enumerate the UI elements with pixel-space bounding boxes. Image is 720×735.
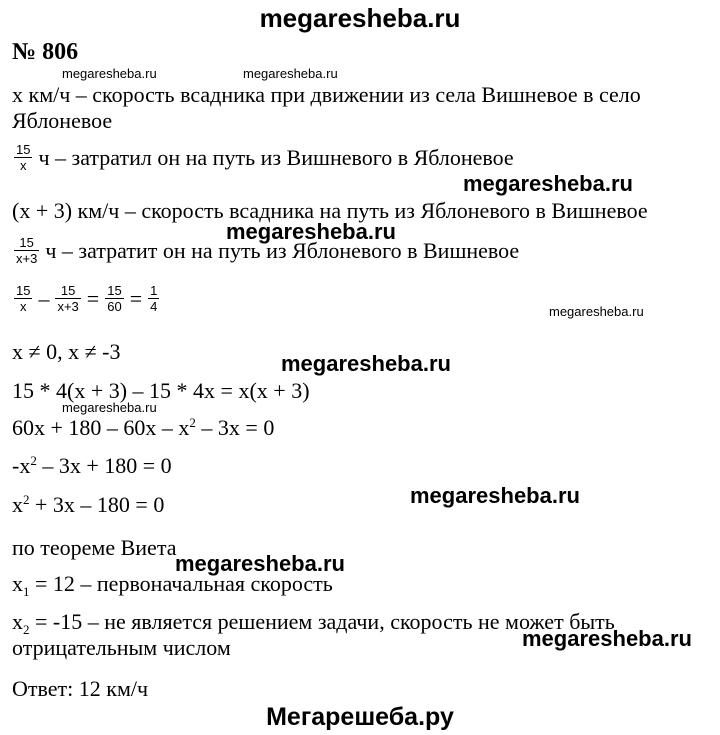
- text-line: 15 * 4(x + 3) – 15 * 4x = x(x + 3): [12, 378, 310, 403]
- equation: [12, 284, 161, 314]
- watermark-big: megaresheba.ru: [463, 171, 633, 196]
- text-line: x ≠ 0, x ≠ -3: [12, 339, 121, 364]
- text-line: (x + 3) км/ч – скорость всадника на путь из Яблоневого в Вишневое: [12, 198, 648, 223]
- time-line-2: [12, 236, 519, 266]
- watermark-big: megaresheba.ru: [175, 551, 345, 576]
- equals-sign: =: [129, 286, 143, 311]
- text-line: отрицательным числом: [12, 635, 231, 660]
- problem-number: № 806: [12, 39, 79, 65]
- text-line: x км/ч – скорость всадника при движении из села Вишневое в село: [12, 82, 641, 107]
- fraction: $\frac{15}{60}$: [107, 283, 122, 314]
- text-line: ч – затратил он на путь из Вишневого в Яблоневое: [38, 145, 514, 170]
- text-line: $x_2 = -15$ – не является решением задачи, скорость не может быть: [12, 609, 615, 637]
- fraction: $\frac{15}{x}$: [16, 283, 31, 314]
- fraction: $\frac{15}{x}$: [16, 142, 31, 173]
- watermark-big: megaresheba.ru: [281, 351, 451, 376]
- text-line: ч – затратит он на путь из Яблоневого в Вишневое: [45, 238, 520, 263]
- equals-sign: =: [86, 286, 100, 311]
- watermark-footer: Мегарешеба.ру: [266, 703, 454, 731]
- watermark-big: megaresheba.ru: [226, 219, 396, 244]
- time-line-1: [12, 143, 514, 173]
- answer: Ответ: 12 км/ч: [12, 676, 149, 701]
- text-line: Яблоневое: [12, 108, 113, 133]
- text-line: по теореме Виета: [12, 535, 177, 560]
- fraction: $\frac{1}{4}$: [150, 283, 158, 314]
- watermark-small: megaresheba.ru: [62, 66, 157, 81]
- text-line: $x_1 = 12$ – первоначальная скорость: [12, 571, 333, 599]
- watermark-small: megaresheba.ru: [549, 304, 644, 319]
- minus-sign: –: [38, 286, 50, 311]
- text-line: $60x + 180 - 60x - x^2 - 3x = 0$: [12, 415, 275, 440]
- fraction: $\frac{15}{x+3}$: [16, 235, 38, 266]
- watermark-small: megaresheba.ru: [62, 400, 157, 415]
- fraction: $\frac{15}{x+3}$: [57, 283, 79, 314]
- text-line: $x^2 + 3x - 180 = 0$: [12, 492, 165, 517]
- watermark-big: megaresheba.ru: [522, 626, 692, 651]
- text-line: $-x^2 - 3x + 180 = 0$: [12, 453, 172, 478]
- watermark-big: megaresheba.ru: [410, 483, 580, 508]
- watermark-small: megaresheba.ru: [243, 66, 338, 81]
- watermark-header: megaresheba.ru: [259, 3, 461, 33]
